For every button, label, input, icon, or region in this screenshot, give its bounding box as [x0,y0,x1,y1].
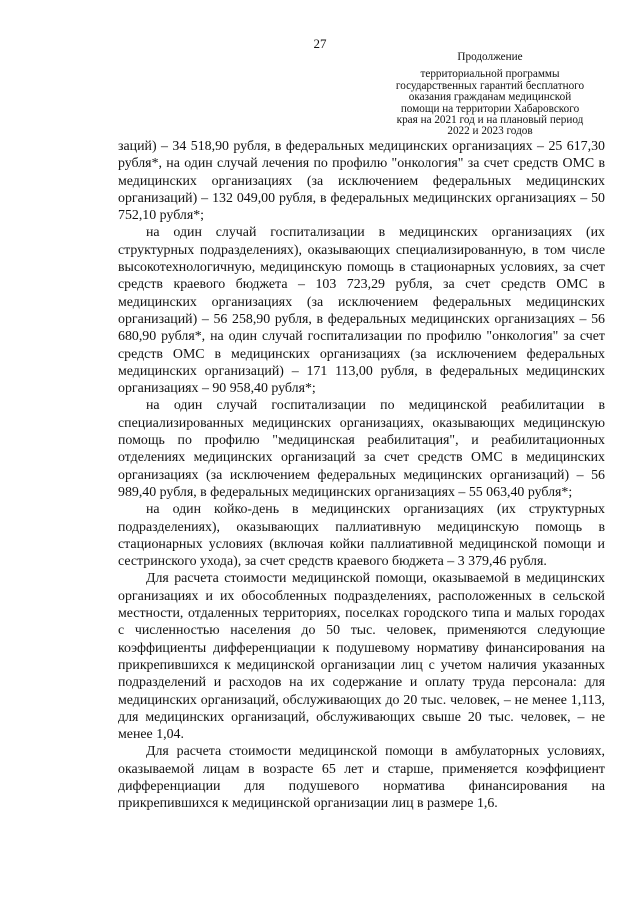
document-header [375,52,605,138]
page-number: 27 [313,36,327,51]
header-line: государственных гарантий бесплатного [395,79,585,92]
header-line: территориальной программы [420,68,560,81]
header-line: 2022 и 2023 годов [447,125,533,138]
paragraph: на один случай госпитализации в медицинских организациях (их структурных подразделениях), оказывающих специализированную, в том числе высокотехнологичную, медицинскую помощь в стационарных условиях, за счет средств краевого бюджета – 103 723,29 рубля, за счет средств ОМС в медицинских организациях (за исключением федеральных медицинских организаций) – 56 258,90 рубля, в федеральных медицинских организациях – 56 680,90 рубля*, на один случай госпитализации по профилю "онкология" за счет средств ОМС в медицинских организациях (за исключением федеральных медицинских организаций) – 171 113,00 рубля, в федеральных медицинских организациях – 90 958,40 рубля*; [118,225,605,397]
header-line: оказания гражданам медицинской [408,91,572,104]
paragraph: на один койко-день в медицинских организациях (их структурных подразделениях), оказывающих паллиативную медицинскую помощь в стационарных условиях (включая койки паллиативной медицинской помощи и сестринского ухода), за счет средств краевого бюджета – 3 379,46 рубля. [118,502,605,570]
header-line: помощи на территории Хабаровского [400,102,580,115]
paragraph: на один случай госпитализации по медицинской реабилитации в специализированных медицинских организациях, оказывающих медицинскую помощь по профилю "медицинская реабилитация", и реабилитационных отделениях медицинских организаций за счет средств ОМС в медицинских организациях (за исключением федеральных медицинских организаций) – 56 989,40 рубля, в федеральных медицинских организациях – 55 063,40 рубля*; [118,398,605,500]
paragraph: Для расчета стоимости медицинской помощи в амбулаторных условиях, оказываемой лицам в возрасте 65 лет и старше, применяется коэффициент дифференциации для подушевого норматива финансирования на прикрепившихся к медицинской организации лиц в размере 1,6. [118,744,605,812]
header-line: края на 2021 год и на плановый период [396,114,584,127]
paragraph: Для расчета стоимости медицинской помощи, оказываемой в медицинских организациях и их обособленных подразделениях, расположенных в сельской местности, отдаленных территориях, поселках городского типа и малых городах с численностью населения до 50 тыс. человек, применяются следующие коэффициенты дифференциации к подушевому нормативу финансирования на прикрепившихся к медицинской организации лиц с учетом наличия указанных подразделений и расходов на их содержание и оплату труда персонала: для медицинских организаций, обслуживающих до 20 тыс. человек, – не менее 1,113, для медицинских организаций, обслуживающих свыше 20 тыс. человек, – не менее 1,04. [118,571,605,743]
document-body [118,138,605,813]
continuation-label: Продолжение [457,51,523,63]
paragraph: заций) – 34 518,90 рубля, в федеральных медицинских организациях – 25 617,30 рубля*, на один случай лечения по профилю "онкология" за счет средств ОМС в медицинских организациях (за исключением федеральных медицинских организаций) – 132 049,00 рубля, в федеральных медицинских организациях – 50 752,10 рубля*; [118,139,605,224]
